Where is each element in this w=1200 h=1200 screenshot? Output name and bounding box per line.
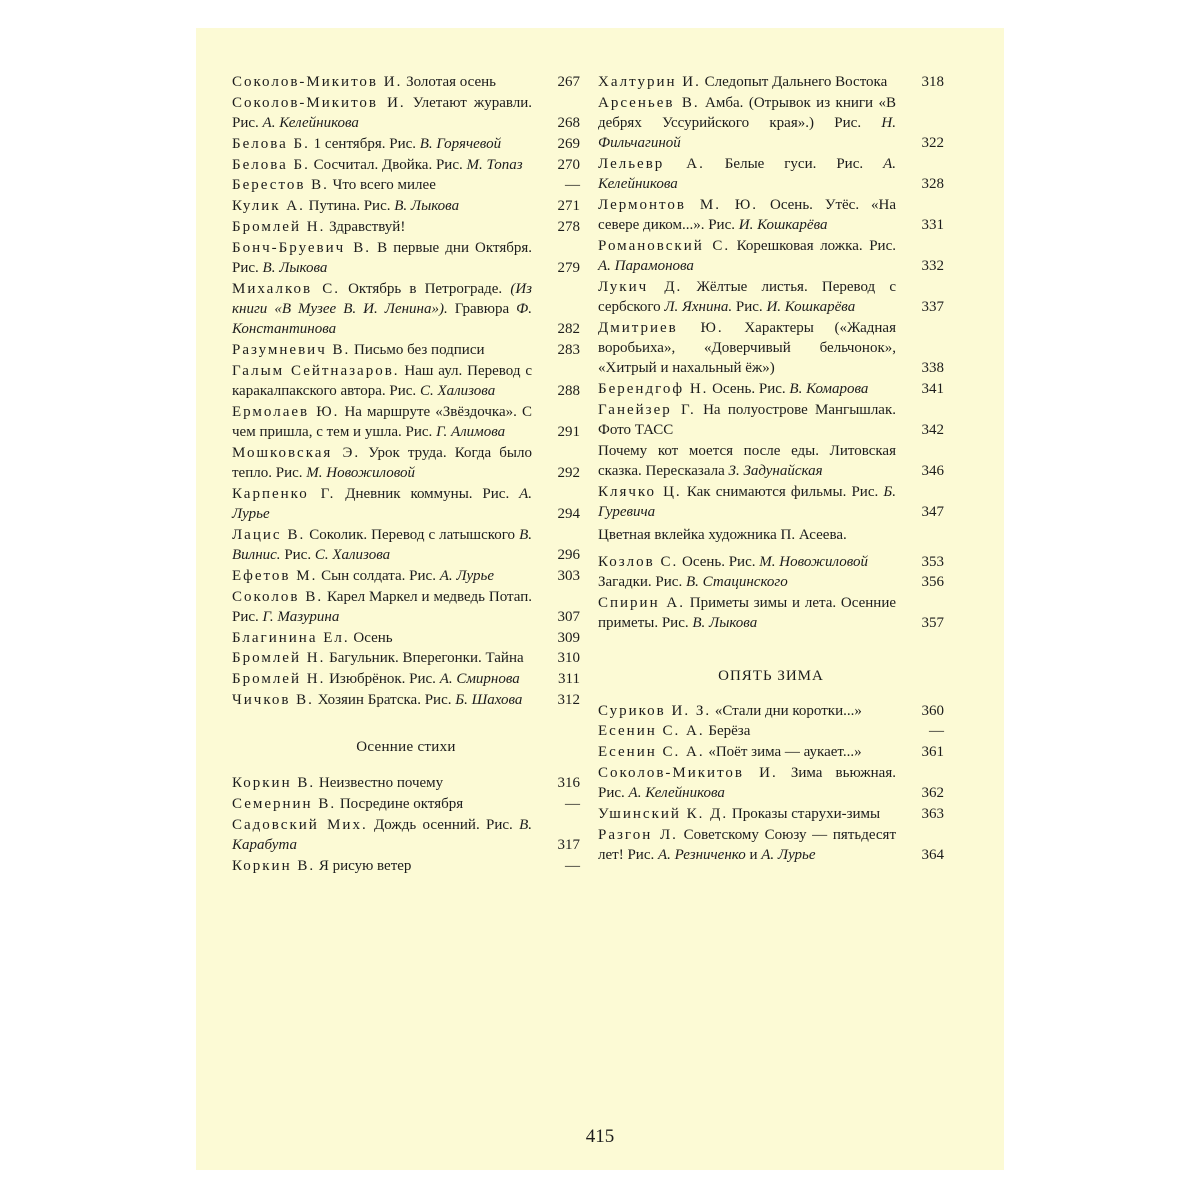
entry-author: Чичков В. (232, 691, 314, 708)
entry-author: Халтурин И. (598, 74, 701, 90)
entry-text: Характеры («Жадная воробьиха», «Доверчивый бельчонок», «Хитрый и нахальный ёж») (598, 320, 896, 377)
entry-text: Белые гуси. Рис. (704, 156, 884, 172)
entry-text: Осень. Рис. (708, 381, 790, 398)
entry-text: Осень (349, 629, 393, 646)
toc-entry-title (232, 690, 538, 710)
color-insert-note: Цветная вклейка художника П. Асеева. (598, 527, 847, 544)
entry-author: Ефетов М. (232, 567, 318, 584)
entry-author: Соколов-Микитов И. (232, 94, 406, 111)
toc-entry-title (232, 155, 538, 175)
entry-author: Галым Сейтназаров. (232, 362, 400, 379)
toc-page-number: 283 (557, 341, 580, 358)
toc-page-number: 309 (557, 629, 580, 646)
toc-entry-title (598, 552, 902, 572)
toc-entry-title (232, 525, 538, 565)
toc-entry (232, 238, 580, 278)
toc-entry (232, 134, 580, 154)
entry-author: Есенин С. А. (598, 744, 705, 761)
entry-text: Наш аул. Перевод с каракалпакского автора. Рис. (232, 362, 532, 399)
toc-page-number: 360 (921, 702, 944, 719)
entry-illustrator: А. Парамонова (598, 258, 694, 275)
entry-text: Загадки. Рис. (598, 574, 686, 591)
toc-entry-title (232, 856, 538, 876)
toc-page-number: 322 (921, 135, 944, 152)
toc-entry-title (232, 238, 538, 278)
entry-author: Спирин А. (598, 595, 685, 612)
toc-entry (232, 566, 580, 586)
entry-illustrator: Н. Фильчагиной (598, 115, 896, 152)
entry-text: Сын солдата. Рис. (317, 567, 440, 584)
toc-page-number: 341 (921, 381, 944, 398)
entry-illustrator: (Из книги «В Музее В. И. Ленина»). (232, 280, 533, 317)
toc-page-number: 347 (921, 504, 944, 521)
toc-entry (232, 648, 580, 668)
toc-entry-title (598, 154, 902, 194)
entry-author: Ермолаев Ю. (232, 403, 340, 420)
toc-entry (232, 815, 580, 855)
entry-text: «Поёт зима — аукает...» (704, 744, 862, 761)
entry-author: Лацис В. (232, 526, 306, 543)
toc-page-number: 288 (557, 382, 580, 399)
toc-entry-title (598, 72, 902, 92)
toc-entry (232, 794, 580, 814)
entry-text: Золотая осень (402, 74, 496, 90)
toc-entry-title (598, 379, 902, 399)
section-title-autumn-poems: Осенние стихи (356, 739, 456, 756)
toc-entry (232, 669, 580, 689)
toc-page-number: 363 (921, 806, 944, 822)
toc-page-number: 312 (557, 691, 580, 708)
toc-entry-title (232, 566, 538, 586)
toc-entry (232, 175, 580, 195)
entry-author: Берендгоф Н. (598, 381, 709, 398)
toc-page-number: 269 (557, 135, 580, 152)
entry-illustrator: Л. Яхнина. (664, 299, 733, 316)
toc-page-number: 311 (558, 671, 580, 688)
toc-entry-title (232, 628, 538, 648)
toc-page-number: 294 (557, 505, 580, 522)
toc-page-number: 338 (921, 360, 944, 377)
toc-entry (232, 690, 580, 710)
toc-page-number: 268 (557, 115, 580, 131)
entry-text: Улетают журавли. Рис. (232, 94, 532, 131)
toc-entry-title (598, 236, 902, 276)
entry-text: Следопыт Дальнего Востока (700, 74, 888, 90)
entry-text: Амба. (Отрывок из книги «В дебрях Уссурийского края».) Рис. (598, 94, 896, 131)
entry-author: Лукич Д. (598, 279, 683, 295)
toc-entry-title (232, 815, 538, 855)
entry-illustrator: М. Новожиловой (306, 464, 416, 481)
entry-text: Я рисую ветер (315, 857, 412, 874)
entry-text: Багульник. Вперегонки. Тайна (325, 650, 524, 667)
entry-author: Кулик А. (232, 198, 305, 215)
entry-illustrator: А. Лурье (761, 847, 816, 863)
entry-illustrator: А. Келейникова (628, 785, 725, 802)
toc-page-number: 316 (557, 775, 580, 792)
entry-author: Лельевр А. (598, 156, 705, 172)
entry-text: Изюбрёнок. Рис. (325, 671, 440, 688)
toc-page-number: 310 (557, 650, 580, 667)
toc-entry (598, 72, 944, 92)
toc-entry-title (598, 441, 902, 481)
entry-author: Суриков И. З. (598, 702, 712, 719)
entry-illustrator: А. Келейникова (598, 156, 896, 193)
entry-author: Бромлей Н. (232, 218, 326, 235)
entry-illustrator: Г. Алимова (436, 423, 506, 440)
entry-illustrator: В. Стацинского (685, 574, 788, 591)
toc-entry-title (232, 196, 538, 216)
toc-entry-title (598, 572, 902, 592)
entry-author: Соколов-Микитов И. (598, 765, 778, 781)
entry-author: Коркин В. (232, 857, 316, 874)
toc-entry (232, 196, 580, 216)
toc-page-number: 332 (921, 258, 944, 275)
toc-entry (232, 525, 580, 565)
entry-author: Белова Б. (232, 135, 310, 152)
toc-entry (598, 93, 944, 154)
toc-entry (598, 400, 944, 440)
toc-page-number: 362 (921, 785, 944, 802)
toc-page-number: — (565, 795, 580, 812)
entry-author: Белова Б. (232, 156, 310, 173)
toc-page-number: 270 (557, 156, 580, 173)
toc-entry-title (232, 93, 538, 133)
entry-text: Приметы зимы и лета. Осенние приметы. Рис. (598, 595, 896, 632)
toc-page-number: 279 (557, 259, 580, 276)
entry-illustrator: В. Комарова (789, 381, 869, 398)
toc-entry-title (598, 277, 902, 317)
toc-entry-title (598, 400, 902, 440)
entry-illustrator: А. Лурье (439, 567, 494, 584)
toc-entry (598, 379, 944, 399)
entry-author: Михалков С. (232, 280, 340, 297)
right-entries-2 (598, 552, 944, 634)
toc-page-number: 296 (557, 546, 580, 563)
entry-text: Почему кот моется после еды. Литовская сказка. Пересказала (598, 443, 896, 480)
toc-entry-title (598, 93, 902, 154)
toc-entry (232, 402, 580, 442)
toc-page-number: — (565, 177, 580, 194)
entry-text: На маршруте «Звёздочка». С чем пришла, с тем и ушла. Рис. (232, 403, 532, 440)
toc-page-number: 357 (921, 615, 944, 632)
toc-entry-title (232, 443, 538, 483)
toc-page-number: 291 (557, 423, 580, 440)
toc-page-number: 267 (557, 74, 580, 90)
toc-entry (598, 441, 944, 481)
entry-author: Садовский Мих. (232, 816, 368, 833)
entry-text: «Стали дни коротки...» (711, 702, 862, 719)
toc-entry-title (598, 763, 902, 803)
entry-author: Козлов С. (598, 553, 679, 570)
entry-author: Соколов-Микитов И. (232, 74, 403, 90)
entry-illustrator: В. Лыкова (692, 615, 758, 632)
left-column (232, 72, 580, 877)
entry-text: и (745, 847, 762, 863)
toc-page-number: 292 (557, 464, 580, 481)
toc-entry-title (232, 279, 538, 340)
toc-entry (232, 773, 580, 793)
toc-page-number: 317 (557, 836, 580, 853)
entry-text: Берёза (704, 723, 751, 740)
entry-text: Рис. (732, 299, 767, 316)
toc-page-number: — (929, 723, 944, 740)
entry-author: Романовский С. (598, 238, 731, 254)
toc-entry-title (232, 794, 538, 814)
entry-text: Что всего милее (328, 177, 436, 194)
toc-entry-title (598, 195, 902, 235)
entry-author: Ганейзер Г. (598, 402, 696, 418)
entry-text: Проказы старухи-зимы (728, 806, 881, 822)
toc-entry-title (232, 669, 538, 689)
entry-illustrator: М. Новожиловой (759, 553, 869, 570)
toc-page-number: 331 (921, 217, 944, 234)
section-title-winter-again: ОПЯТЬ ЗИМА (718, 667, 824, 684)
toc-entry-title (598, 721, 902, 741)
entry-text: На полуострове Мангышлак. Фото ТАСС (598, 402, 896, 439)
entry-text: Осень. Рис. (678, 553, 760, 570)
entry-text: Соколик. Перевод с латышского (305, 526, 520, 543)
entry-illustrator: В. Лыкова (394, 198, 460, 215)
book-page (196, 28, 1004, 1170)
entry-text: Рис. (280, 546, 315, 563)
page-number: 415 (585, 1126, 615, 1147)
entry-illustrator: Г. Мазурина (262, 608, 340, 625)
toc-entry (598, 742, 944, 762)
entry-illustrator: В. Вилнис. (232, 526, 532, 563)
entry-illustrator: С. Хализова (419, 382, 496, 399)
toc-entry (232, 72, 580, 92)
toc-entry (598, 318, 944, 379)
entry-author: Дмитриев Ю. (598, 320, 724, 336)
toc-entry (598, 804, 944, 824)
toc-page-number: 282 (557, 321, 580, 338)
entry-author: Арсеньев В. (598, 94, 700, 111)
entry-author: Бромлей Н. (232, 671, 326, 688)
toc-page-number: 353 (921, 553, 944, 570)
toc-entry (598, 277, 944, 317)
toc-entry-title (598, 482, 902, 522)
toc-entry (232, 361, 580, 401)
entry-text: Урок труда. Когда было тепло. Рис. (232, 444, 532, 481)
toc-page-number: 303 (557, 567, 580, 584)
toc-entry (598, 763, 944, 803)
right-column (598, 72, 944, 866)
toc-entry (598, 236, 944, 276)
entry-author: Бонч-Бруевич В. (232, 239, 372, 256)
toc-entry (598, 572, 944, 592)
toc-page-number: 342 (921, 422, 944, 439)
left-entries (232, 72, 580, 710)
entry-text: Корешковая ложка. Рис. (730, 238, 896, 254)
entry-illustrator: И. Кошкарёва (766, 299, 856, 316)
entry-text: Советскому Союзу — пятьдесят лет! Рис. (598, 826, 896, 863)
entry-illustrator: А. Резниченко (657, 847, 746, 863)
entry-text: Дневник коммуны. Рис. (335, 485, 520, 502)
toc-entry-title (232, 484, 538, 524)
toc-entry-title (232, 402, 538, 442)
toc-entry (232, 484, 580, 524)
entry-author: Коркин В. (232, 775, 316, 792)
entry-text: Как снимаются фильмы. Рис. (681, 484, 884, 500)
toc-page-number: 318 (921, 74, 944, 90)
toc-entry-title (232, 217, 538, 237)
entry-text: В первые дни Октября. Рис. (232, 239, 533, 276)
entry-illustrator: А. Смирнова (439, 671, 520, 688)
toc-entry (598, 482, 944, 522)
entry-illustrator: А. Келейникова (262, 115, 359, 131)
toc-entry-title (232, 175, 538, 195)
toc-page-number: 307 (557, 608, 580, 625)
entry-text: Осень. Утёс. «На севере диком...». Рис. (598, 197, 896, 234)
toc-page-number: 337 (921, 299, 944, 316)
toc-entry-title (598, 593, 902, 633)
toc-entry-title (598, 742, 902, 762)
entry-author: Берестов В. (232, 177, 329, 194)
toc-entry-title (598, 318, 902, 379)
entry-author: Семернин В. (232, 795, 337, 812)
toc-entry-title (232, 773, 538, 793)
toc-entry (598, 721, 944, 741)
toc-entry (598, 552, 944, 572)
entry-author: Есенин С. А. (598, 723, 705, 740)
entry-text: Зима вьюжная. Рис. (598, 765, 896, 802)
entry-illustrator: С. Хализова (314, 546, 391, 563)
toc-entry (232, 279, 580, 340)
toc-page-number: 364 (921, 847, 944, 863)
toc-entry-title (232, 648, 538, 668)
entry-author: Клячко Ц. (598, 484, 682, 500)
toc-page-number: — (565, 857, 580, 874)
toc-page-number: 328 (921, 176, 944, 193)
entry-author: Соколов В. (232, 588, 324, 605)
entry-illustrator: Ф. Константинова (232, 300, 532, 338)
toc-entry-title (598, 804, 902, 824)
entry-author: Карпенко Г. (232, 485, 336, 502)
toc-entry (232, 217, 580, 237)
entry-text: Жёлтые листья. Перевод с сербского (598, 279, 896, 316)
entry-illustrator: М. Топаз (466, 156, 523, 173)
entry-illustrator: Б. Гуревича (598, 484, 896, 521)
entry-author: Разгон Л. (598, 826, 678, 843)
toc-page-number: 271 (557, 198, 580, 215)
right-section-entries (598, 701, 944, 866)
entry-text: Здравствуй! (325, 218, 406, 235)
entry-illustrator: И. Кошкарёва (738, 217, 828, 234)
entry-author: Бромлей Н. (232, 650, 326, 667)
toc-entry (598, 593, 944, 633)
toc-entry (232, 587, 580, 627)
right-entries (598, 72, 944, 522)
entry-text: Октябрь в Петрограде. (339, 280, 511, 297)
toc-page-number: 356 (921, 574, 944, 591)
entry-author: Ушинский К. Д. (598, 806, 729, 822)
toc-entry (232, 340, 580, 360)
entry-illustrator: В. Лыкова (262, 259, 328, 276)
toc-entry-title (232, 587, 538, 627)
entry-text: Гравюра (447, 300, 517, 317)
toc-entry-title (598, 825, 902, 865)
toc-entry (598, 195, 944, 235)
entry-text: Хозяин Братска. Рис. (313, 691, 456, 708)
entry-illustrator: А. Лурье (232, 485, 532, 522)
toc-entry-title (598, 701, 902, 721)
entry-author: Благинина Ел. (232, 629, 350, 646)
entry-text: Неизвестно почему (315, 775, 444, 792)
left-section-entries (232, 773, 580, 876)
toc-entry (598, 154, 944, 194)
toc-entry (232, 155, 580, 175)
toc-entry (232, 856, 580, 876)
toc-entry (232, 443, 580, 483)
entry-text: Посредине октября (336, 795, 464, 812)
toc-entry (232, 628, 580, 648)
toc-entry (598, 701, 944, 721)
entry-text: Письмо без подписи (350, 341, 485, 358)
entry-illustrator: Б. Шахова (455, 691, 523, 708)
entry-text: Сосчитал. Двойка. Рис. (309, 156, 467, 173)
toc-entry-title (232, 134, 538, 154)
toc-page-number: 361 (921, 744, 944, 761)
entry-text: 1 сентября. Рис. (309, 135, 420, 152)
entry-illustrator: В. Карабута (232, 816, 532, 853)
entry-text: Дождь осенний. Рис. (367, 816, 520, 833)
entry-text: Карел Маркел и медведь Потап. Рис. (232, 588, 532, 625)
toc-entry (232, 93, 580, 133)
entry-text: Путина. Рис. (304, 198, 395, 215)
toc-entry (598, 825, 944, 865)
entry-author: Лермонтов М. Ю. (598, 197, 759, 213)
toc-entry-title (232, 361, 538, 401)
entry-illustrator: В. Горячевой (419, 135, 502, 152)
toc-page-number: 278 (557, 218, 580, 235)
entry-author: Мошковская Э. (232, 444, 361, 461)
toc-entry-title (232, 340, 538, 360)
entry-author: Разумневич В. (232, 341, 351, 358)
entry-illustrator: З. Задунайская (728, 463, 823, 480)
toc-page-number: 346 (921, 463, 944, 480)
toc-entry-title (232, 72, 538, 92)
